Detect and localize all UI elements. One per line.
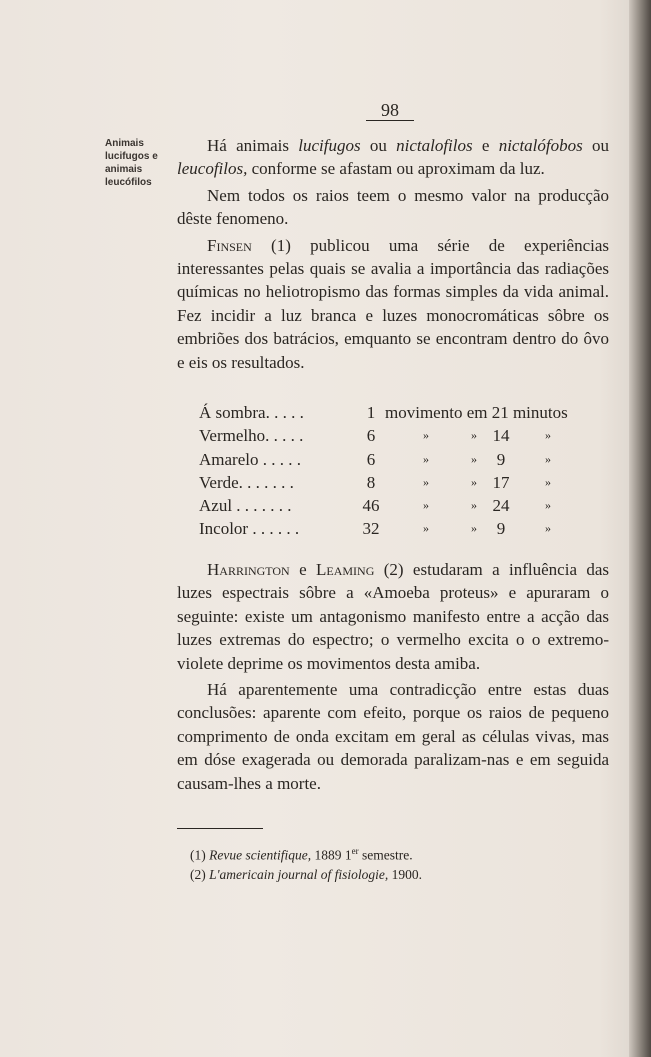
ditto-mark: » [545,451,551,466]
p1-text-c: ou [360,136,397,155]
p1-italic-nictalofilos: nictalofilos [396,136,473,155]
ditto-mark: » [423,521,429,536]
results-table [199,401,609,541]
p1-text-g: ou [582,136,610,155]
ditto-mark: » [545,474,551,489]
paragraph-5: Há aparentemente uma contradicção entre estas duas conclusões: aparente com efeito, porque os raios de pequeno comprimento de onda excitam em geral as células vivas, mas em dóse exagerada ou demorada paralizam-nas e em seguida causam-lhes a morte. [177,680,609,793]
paragraph-4 [177,558,609,675]
footnote-2 [190,865,610,884]
row-count: 32 [362,519,380,539]
ditto-mark: » [423,451,429,466]
footnote-1 [190,842,610,865]
ditto-mark: » [471,498,477,513]
footnote-1-mark: (1) [190,847,210,863]
p1-italic-leucofilos: leucofilos, [177,159,248,179]
row-minutes: 9 [496,449,506,469]
row-count: 46 [362,496,380,516]
row-minutes: 14 [492,426,510,446]
page-number: 98 [366,100,414,121]
table-row [199,401,609,424]
author-harrington: Harrington [207,560,290,579]
ditto-mark: » [423,498,429,513]
footnotes [190,842,610,884]
ditto-mark: » [545,428,551,443]
paragraph-3 [177,234,609,374]
footnote-2-title: L'americain journal of fisiologie, [209,866,389,882]
p1-text-a: Há animais [207,136,299,155]
table-row [199,471,609,494]
main-text-bottom [177,558,609,795]
margin-note: Animais lucifugos e animais leucófilos [105,138,158,188]
author-finsen: Finsen [207,235,252,255]
row-color-name: Incolor . . . . . . [199,519,300,539]
table-row [199,448,609,471]
p1-italic-lucifugos: lucifugos [298,136,361,155]
paragraph-2: Nem todos os raios teem o mesmo valor na producção dêste fenomeno. [177,185,609,229]
p3-text: (1) publicou uma série de experiências interessantes pelas quais se avalia a importância das radiações químicas no heliotropismo das formas simples da vida animal. Fez incidir a luz branca e luzes monocromáticas sôbre os embriões dos batrácios, emquanto se encontram dentro do ôvo e eis os resultados. [177,235,609,372]
row-minutes: 24 [492,496,510,516]
table-row [199,517,609,540]
footnote-2-mark: (2) [190,866,210,882]
p4-text: (2) estudaram a influência das luzes espectrais sôbre a «Amoeba proteus» e apuraram o seguinte: existe um antagonismo manifesto entre a acção das luzes extremas do espectro; o vermelho excita o o extremo-violete deprime os movimentos desta amiba. [177,560,610,673]
row-count: 8 [366,472,376,492]
footnote-1-year: 1889 1 [311,847,352,863]
table-row [199,424,609,447]
row-color-name: Amarelo . . . . . [199,449,301,469]
ditto-mark: » [423,474,429,489]
ditto-mark: » [471,521,477,536]
ditto-mark: » [423,428,429,443]
row-color-name: Azul . . . . . . . [199,496,292,516]
p1-text-i: conforme se afastam ou aproximam da luz. [247,159,545,179]
row-minutes: 9 [496,519,506,539]
footnote-2-year: 1900. [388,866,423,882]
footnote-1-title: Revue scientifique, [209,847,312,863]
row-color-name: Vermelho. . . . . [199,426,304,446]
ditto-mark: » [545,521,551,536]
main-text-top [177,134,609,374]
author-leaming: Leaming [316,560,375,579]
table-row [199,494,609,517]
row-color-name: Á sombra. . . . . [199,403,304,422]
ditto-mark: » [471,474,477,489]
p1-text-e: e [472,136,499,155]
p4-conjunction: e [289,560,316,579]
row-minutes: 17 [492,472,510,492]
row-color-name: Verde. . . . . . . [199,472,294,492]
paragraph-1 [177,134,609,181]
page-edge [629,0,651,1057]
ditto-mark: » [471,451,477,466]
p1-italic-nictalofobos: nictalófobos [498,136,583,155]
row-count: 6 [366,449,376,469]
row-count: 1 [366,403,376,422]
ditto-mark: » [471,428,477,443]
footnote-rule [177,828,263,829]
ditto-mark: » [545,498,551,513]
footnote-1-superscript: er [351,846,359,856]
row-unit-text: movimento em 21 minutos [385,403,568,422]
row-count: 6 [366,426,376,446]
footnote-1-end: semestre. [358,847,413,863]
